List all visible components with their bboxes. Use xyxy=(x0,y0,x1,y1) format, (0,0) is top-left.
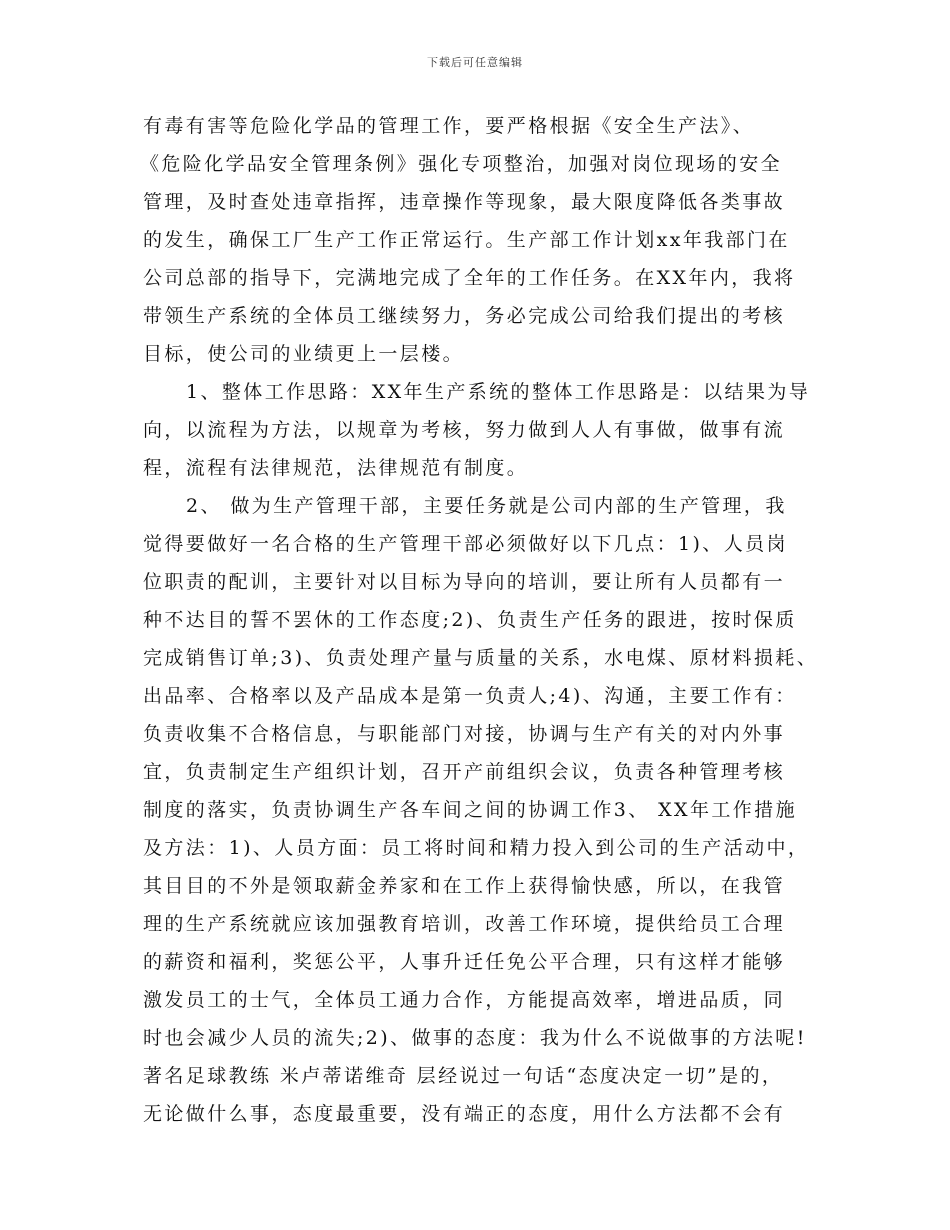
text-line: 其目目的不外是领取薪金养家和在工作上获得愉快感，所以，在我管 xyxy=(143,875,786,897)
text-line: 向，以流程为方法，以规章为考核，努力做到人人有事做，做事有流 xyxy=(143,419,786,441)
text-line: 出品率、合格率以及产品成本是第一负责人;4)、沟通，主要工作有： xyxy=(143,685,797,707)
text-line: 觉得要做好一名合格的生产管理干部必须做好以下几点：1)、人员岗 xyxy=(143,533,788,555)
page-header: 下载后可任意编辑 xyxy=(427,56,523,69)
text-line: 著名足球教练 米卢蒂诺维奇 层经说过一句话“态度决定一切”是的， xyxy=(143,1065,784,1087)
text-line: 及方法：1)、人员方面：员工将时间和精力投入到公司的生产活动中， xyxy=(143,837,810,859)
text-line: 2、 做为生产管理干部，主要任务就是公司内部的生产管理，我 xyxy=(186,495,787,517)
text-line: 位职责的配训，主要针对以目标为导向的培训，要让所有人员都有一 xyxy=(143,571,786,593)
text-line: 宜，负责制定生产组织计划，召开产前组织会议，负责各种管理考核 xyxy=(143,761,786,783)
text-line: 无论做什么事，态度最重要，没有端正的态度，用什么方法都不会有 xyxy=(143,1103,786,1125)
text-line: 负责收集不合格信息，与职能部门对接，协调与生产有关的对内外事 xyxy=(143,723,786,745)
text-line: 1、整体工作思路：XX年生产系统的整体工作思路是：以结果为导 xyxy=(186,381,811,403)
text-line: 管理，及时查处违章指挥，违章操作等现象，最大限度降低各类事故 xyxy=(143,191,786,213)
text-line: 时也会减少人员的流失;2)、做事的态度：我为什么不说做事的方法呢! xyxy=(143,1027,807,1049)
text-line: 的发生，确保工厂生产工作正常运行。生产部工作计划xx年我部门在 xyxy=(143,229,790,251)
text-line: 理的生产系统就应该加强教育培训，改善工作环境，提供给员工合理 xyxy=(143,913,786,935)
text-line: 激发员工的士气，全体员工通力合作，方能提高效率，增进品质，同 xyxy=(143,989,786,1011)
text-line: 《危险化学品安全管理条例》强化专项整治，加强对岗位现场的安全 xyxy=(140,153,783,175)
text-line: 的薪资和福利，奖惩公平，人事升迁任免公平合理，只有这样才能够 xyxy=(143,951,786,973)
text-line: 种不达目的誓不罢休的工作态度;2)、负责生产任务的跟进，按时保质 xyxy=(143,609,797,631)
text-line: 带领生产系统的全体员工继续努力，务必完成公司给我们提出的考核 xyxy=(143,305,786,327)
text-line: 制度的落实，负责协调生产各车间之间的协调工作3、 XX年工作措施 xyxy=(143,799,797,821)
text-line: 目标，使公司的业绩更上一层楼。 xyxy=(143,343,465,365)
text-line: 程，流程有法律规范，法律规范有制度。 xyxy=(143,457,529,479)
text-line: 公司总部的指导下，完满地完成了全年的工作任务。在XX年内，我将 xyxy=(143,267,796,289)
text-line: 完成销售订单;3)、负责处理产量与质量的关系，水电煤、原材料损耗、 xyxy=(143,647,819,669)
text-line: 有毒有害等危险化学品的管理工作，要严格根据《安全生产法》、 xyxy=(143,115,755,137)
